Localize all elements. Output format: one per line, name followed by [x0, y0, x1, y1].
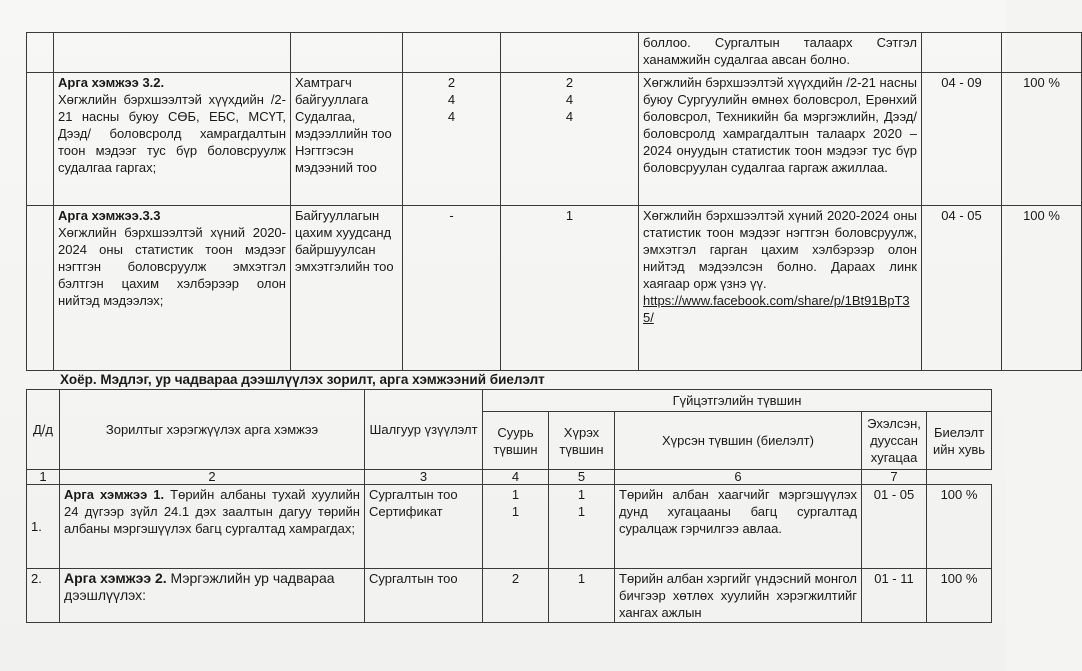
- activity-cell: [60, 569, 365, 623]
- top-table: [26, 32, 1082, 371]
- cell-empty: [403, 33, 501, 73]
- base-cell: [403, 73, 501, 206]
- facebook-link[interactable]: https://www.facebook.com/share/p/1Bt91BpT35/: [643, 293, 910, 325]
- activity-cell: [60, 485, 365, 569]
- result-text: Хөгжлийн бэрхшээлтэй хүний 2020-2024 оны статистик тоон мэдээг нэгтгэн боловсруулж, эмхэтгэл гарган цахим хэлбэрээр олон нийтэд мэдээлсэн болно. Дараах линк хаягаар орж үзнэ үү.: [643, 208, 917, 291]
- base-cell: 2: [483, 569, 549, 623]
- section-title: Хоёр. Мэдлэг, ур чадвараа дээшлүүлэх зорилт, арга хэмжээний биелэлт: [60, 372, 545, 387]
- target-cell: [501, 73, 639, 206]
- bottom-table: [26, 389, 992, 623]
- base-cell: [483, 485, 549, 569]
- result-cell: Төрийн албан хэргийг үндэсний монгол бичгээр хөтлөх хуулийн хэрэгжилтийг хангах ажлын: [615, 569, 862, 623]
- header-target: Хүрэх түвшин: [549, 412, 615, 470]
- target-value: 1: [577, 487, 586, 502]
- activity-cell: [54, 206, 291, 371]
- criteria-cell: Сургалтын тоо Сертификат: [365, 485, 483, 569]
- target-value: 4: [565, 109, 574, 124]
- percent-cell: 100 %: [927, 485, 992, 569]
- cell-empty: [27, 73, 54, 206]
- column-number-row: [27, 470, 992, 485]
- column-number: 3: [365, 470, 483, 485]
- base-cell: -: [403, 206, 501, 371]
- criteria-cell: Байгууллагын цахим хуудсанд байршуулсан эмхэтгэлийн тоо: [291, 206, 403, 371]
- criteria-cell: Сургалтын тоо: [365, 569, 483, 623]
- period-cell: 04 - 05: [922, 206, 1002, 371]
- cell-empty: [501, 33, 639, 73]
- column-number: 2: [60, 470, 365, 485]
- header-achieved: Хүрсэн түвшин (биелэлт): [615, 412, 862, 470]
- cell-empty: [291, 33, 403, 73]
- percent-cell: 100 %: [1002, 73, 1082, 206]
- header-row: [27, 390, 992, 412]
- column-number: 6: [615, 470, 862, 485]
- header-period: Эхэлсэн, дууссан хугацаа: [862, 412, 927, 470]
- table-row: [27, 485, 992, 569]
- column-number: 7: [862, 470, 927, 485]
- target-cell: [549, 485, 615, 569]
- target-value: 4: [565, 92, 574, 107]
- base-value: 4: [447, 109, 456, 124]
- period-cell: 01 - 05: [862, 485, 927, 569]
- header-percent: Биелэлт ийн хувь: [927, 412, 992, 470]
- target-value: 1: [577, 504, 586, 519]
- activity-text: Мэргэжлийн ур чадвараа дээшлүүлэх:: [64, 570, 335, 603]
- row-number: 2.: [27, 569, 60, 623]
- table-row: [27, 33, 1082, 73]
- base-value: 2: [447, 75, 456, 90]
- activity-title: Арга хэмжээ.3.3: [58, 208, 161, 223]
- percent-cell: 100 %: [927, 569, 992, 623]
- period-cell: 01 - 11: [862, 569, 927, 623]
- column-number: 4: [483, 470, 549, 485]
- cell-empty: [922, 33, 1002, 73]
- column-number: 5: [549, 470, 615, 485]
- table-row: [27, 206, 1082, 371]
- activity-title: Арга хэмжээ 1.: [64, 487, 165, 502]
- cell-empty: [27, 206, 54, 371]
- activity-title: Арга хэмжээ 2.: [64, 570, 167, 586]
- target-value: 2: [565, 75, 574, 90]
- result-cell: [639, 206, 922, 371]
- result-cell: Төрийн албан хаагчийг мэргэшүүлэх дунд хугацааны багц сургалтад суралцаж гэрчилгээ авлаа.: [615, 485, 862, 569]
- period-cell: 04 - 09: [922, 73, 1002, 206]
- activity-cell: [54, 73, 291, 206]
- criteria-cell: Хамтрагч байгууллага Судалгаа, мэдээллийн тоо Нэгтгэсэн мэдээний тоо: [291, 73, 403, 206]
- header-activity: Зорилтыг хэрэгжүүлэх арга хэмжээ: [60, 390, 365, 470]
- base-value: 4: [447, 92, 456, 107]
- target-cell: 1: [501, 206, 639, 371]
- base-value: 1: [511, 504, 520, 519]
- percent-cell: 100 %: [1002, 206, 1082, 371]
- header-base: Суурь түвшин: [483, 412, 549, 470]
- header-criteria: Шалгуур үзүүлэлт: [365, 390, 483, 470]
- result-cell: боллоо. Сургалтын талаарх Сэтгэл ханамжийн судалгаа авсан болно.: [639, 33, 922, 73]
- header-level-group: Гүйцэтгэлийн түвшин: [483, 390, 992, 412]
- cell-empty: [54, 33, 291, 73]
- column-number: 1: [27, 470, 60, 485]
- table-row: [27, 569, 992, 623]
- activity-text: Хөгжлийн бэрхшээлтэй хүний 2020-2024 оны статистик тоон мэдээг нэгтгэн боловсруулж эмхэтгэл бэлтгэн цахим хэлбэрээр олон нийтэд мэдээлэх;: [58, 225, 286, 308]
- row-number: 1.: [27, 485, 60, 569]
- base-value: 1: [511, 487, 520, 502]
- activity-title: Арга хэмжээ 3.2.: [58, 75, 165, 90]
- cell-empty: [27, 33, 54, 73]
- result-cell: Хөгжлийн бэрхшээлтэй хүүхдийн /2-21 насны буюу Сургуулийн өмнөх боловсрол, Ерөнхий боловсрол, Техникийн ба мэргэжлийн, Дээд/ боловсролд хамрагдалтын талаарх 2020 – 2024 онуудын статистик тоон мэдээг тус бүр боловсруулан судалгаа гаргаж ажиллаа.: [639, 73, 922, 206]
- target-cell: 1: [549, 569, 615, 623]
- table-row: [27, 73, 1082, 206]
- cell-empty: [1002, 33, 1082, 73]
- header-no: Д/д: [27, 390, 60, 470]
- activity-text: Хөгжлийн бэрхшээлтэй хүүхдийн /2-21 насны буюу СӨБ, ЕБС, МСҮТ, Дээд/ боловсролд хамрагдалтын тоон мэдээг тус бүр боловсруулж судалгаа гаргах;: [58, 92, 286, 175]
- activity-text: Төрийн албаны тухай хуулийн 24 дүгээр зүйл 24.1 дэх заалтын дагуу төрийн албаны мэргэшүүлэх багц сургалтад хамрагдах;: [64, 487, 360, 536]
